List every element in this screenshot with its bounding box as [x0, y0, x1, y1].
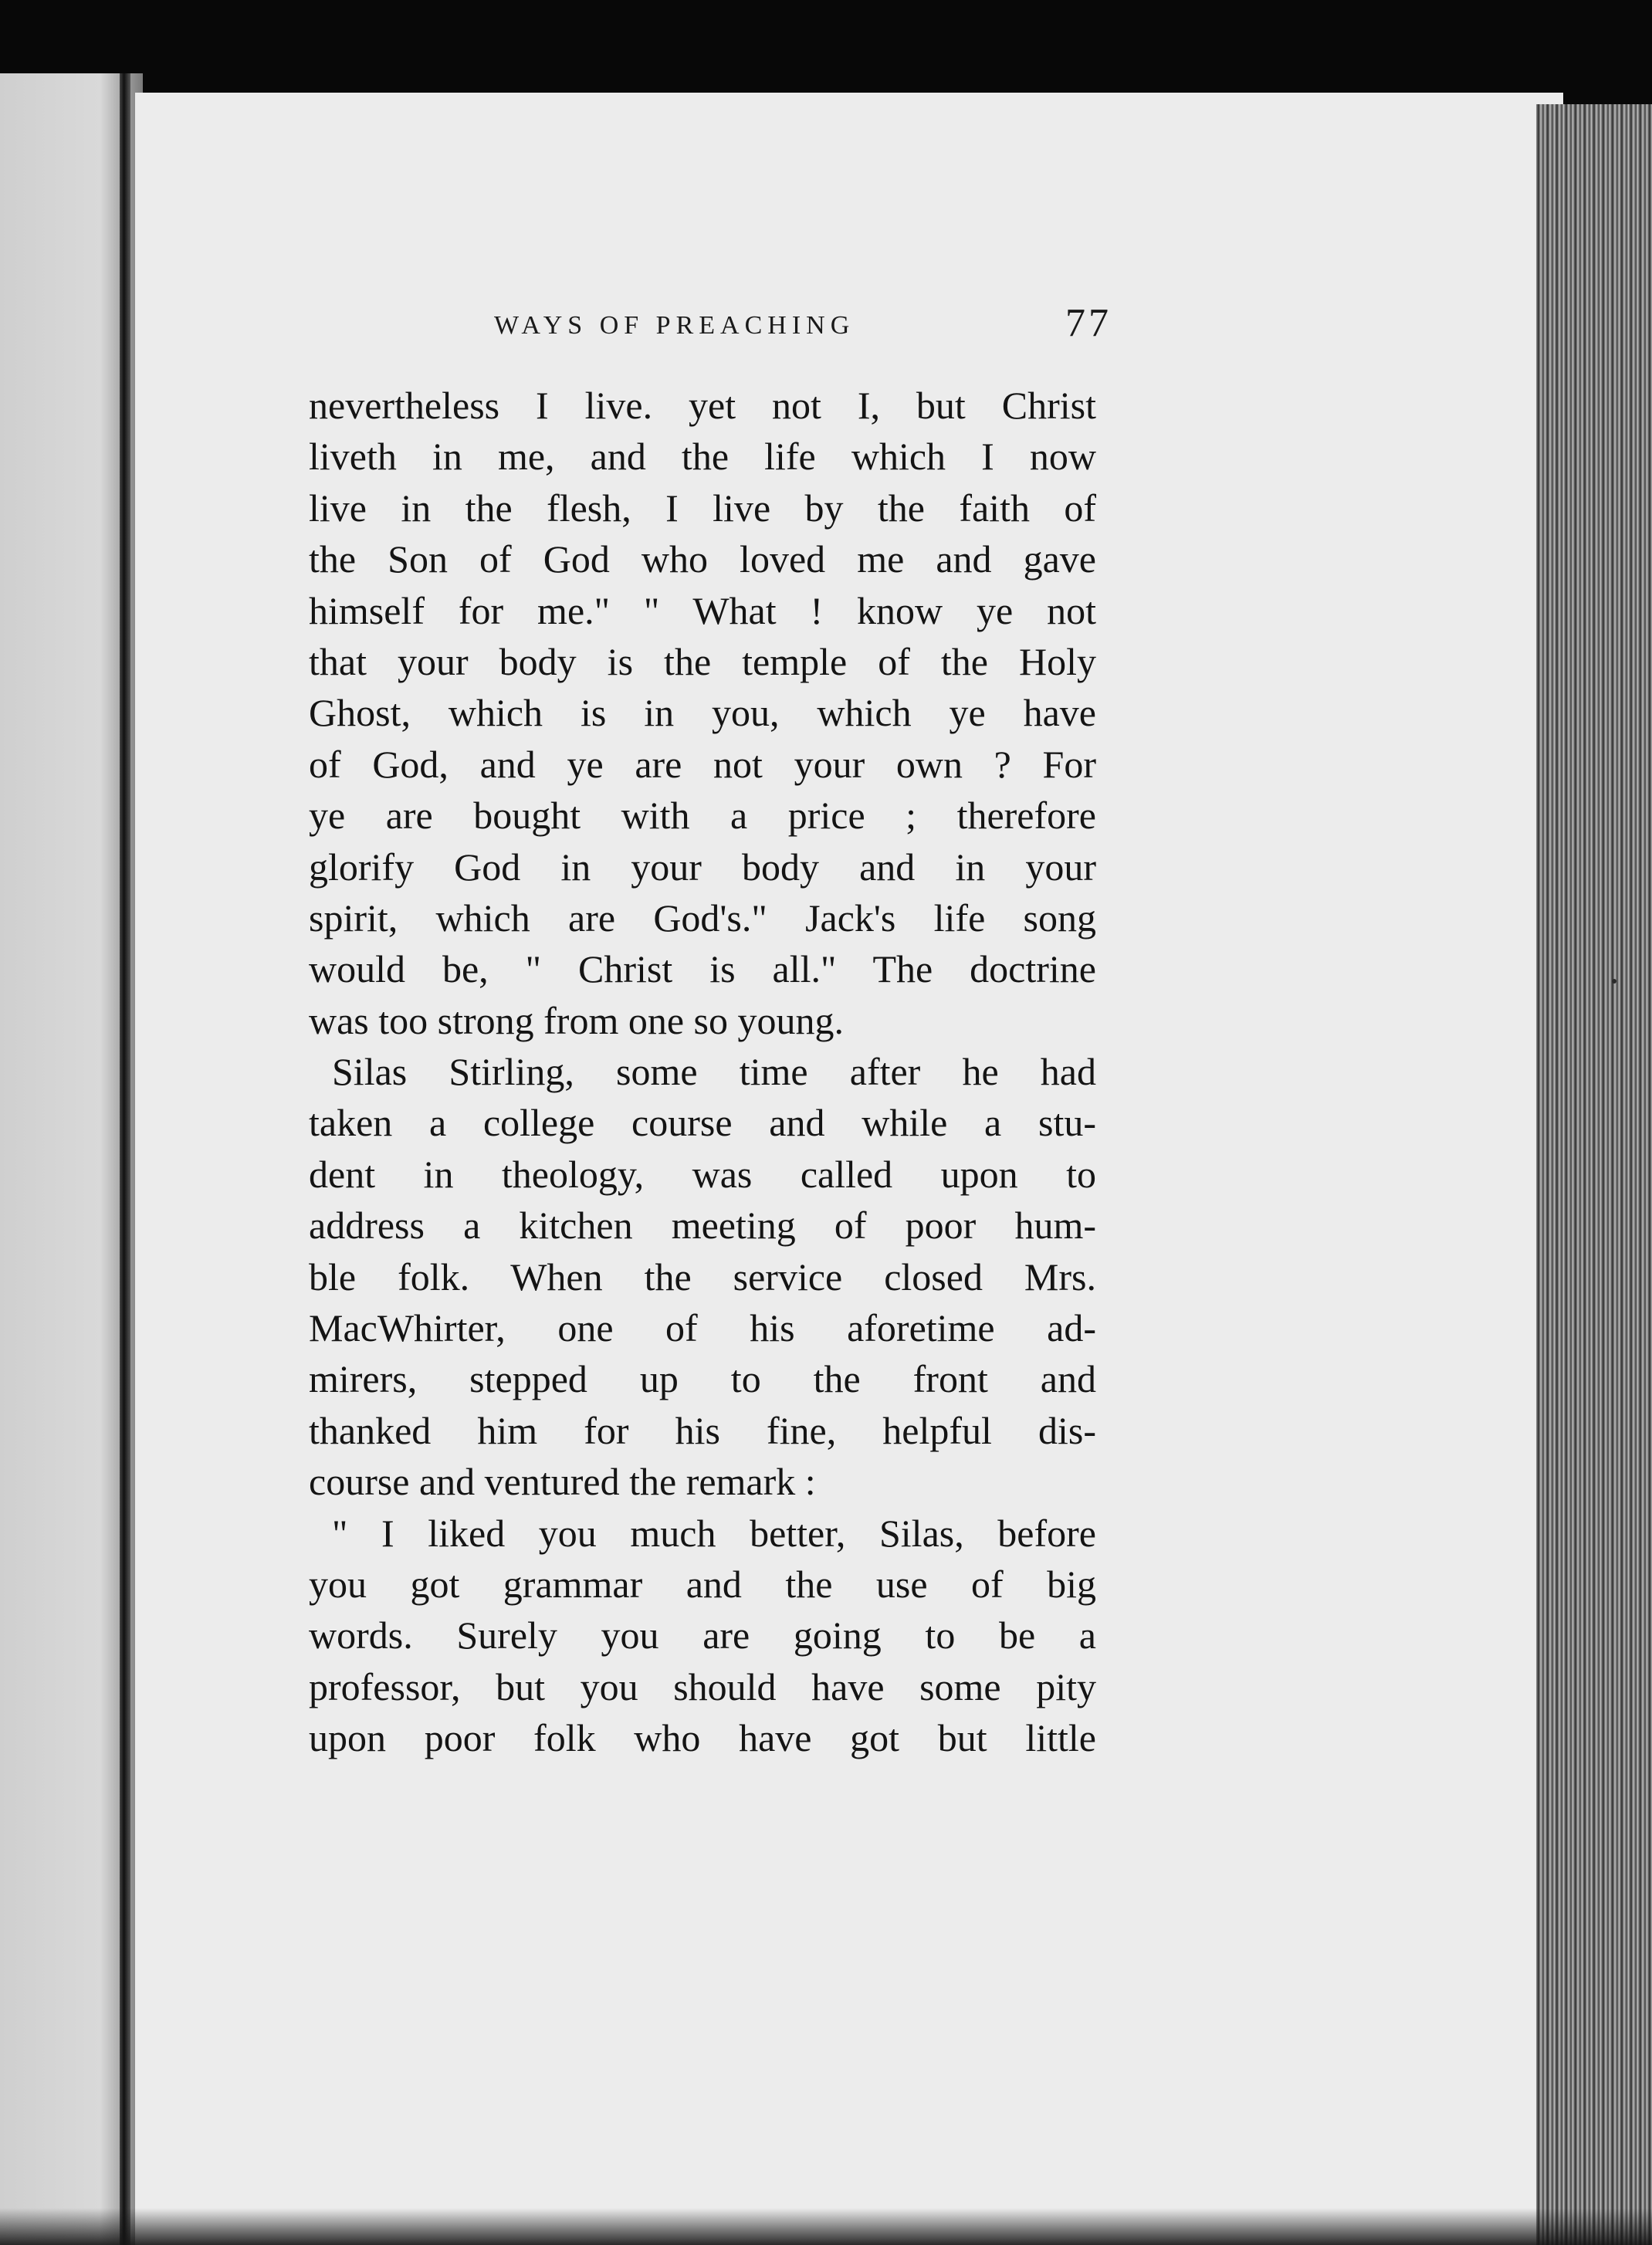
text-line: ble folk. When the service closed Mrs.	[309, 1255, 1096, 1299]
text-line: was too strong from one so young.	[309, 998, 844, 1042]
bottom-shadow	[0, 2208, 1652, 2245]
text-line: ye are bought with a price ; therefore	[309, 794, 1096, 838]
running-head-title: WAYS OF PREACHING	[494, 311, 855, 340]
text-line: of God, and ye are not your own ? For	[309, 742, 1096, 786]
text-line: address a kitchen meeting of poor hum-	[309, 1204, 1096, 1248]
text-line: taken a college course and while a stu-	[309, 1101, 1096, 1145]
binding-gutter	[120, 73, 130, 2245]
text-line: liveth in me, and the life which I now	[309, 435, 1096, 479]
text-line: Ghost, which is in you, which ye have	[309, 691, 1096, 735]
text-line: glorify God in your body and in your	[309, 845, 1096, 889]
body-text	[309, 380, 1096, 1764]
text-line: dent in theology, was called upon to	[309, 1152, 1096, 1196]
text-line: that your body is the temple of the Holy	[309, 639, 1096, 683]
text-line: would be, " Christ is all." The doctrine	[309, 947, 1096, 991]
text-line: spirit, which are God's." Jack's life song	[309, 896, 1096, 940]
text-line: words. Surely you are going to be a	[309, 1613, 1096, 1658]
text-line: course and ventured the remark :	[309, 1460, 816, 1504]
text-line: nevertheless I live. yet not I, but Christ	[309, 384, 1096, 427]
text-line: live in the flesh, I live by the faith of	[309, 486, 1096, 530]
text-line: mirers, stepped up to the front and	[309, 1357, 1096, 1401]
page-number: 77	[1065, 301, 1112, 345]
text-line: you got grammar and the use of big	[309, 1562, 1096, 1606]
paragraph-start-line: Silas Stirling, some time after he had	[332, 1050, 1096, 1094]
scan-speck	[1612, 979, 1616, 984]
text-line: himself for me." " What ! know ye not	[309, 588, 1096, 632]
text-line: upon poor folk who have got but little	[309, 1716, 1096, 1760]
text-line: MacWhirter, one of his aforetime ad-	[309, 1306, 1096, 1350]
running-head	[479, 301, 1112, 351]
paragraph-start-line: " I liked you much better, Silas, before	[332, 1511, 1096, 1555]
text-line: thanked him for his fine, helpful dis-	[309, 1408, 1096, 1452]
page-fore-edge	[1536, 104, 1652, 2245]
text-line: professor, but you should have some pity	[309, 1664, 1096, 1708]
text-line: the Son of God who loved me and gave	[309, 537, 1096, 581]
